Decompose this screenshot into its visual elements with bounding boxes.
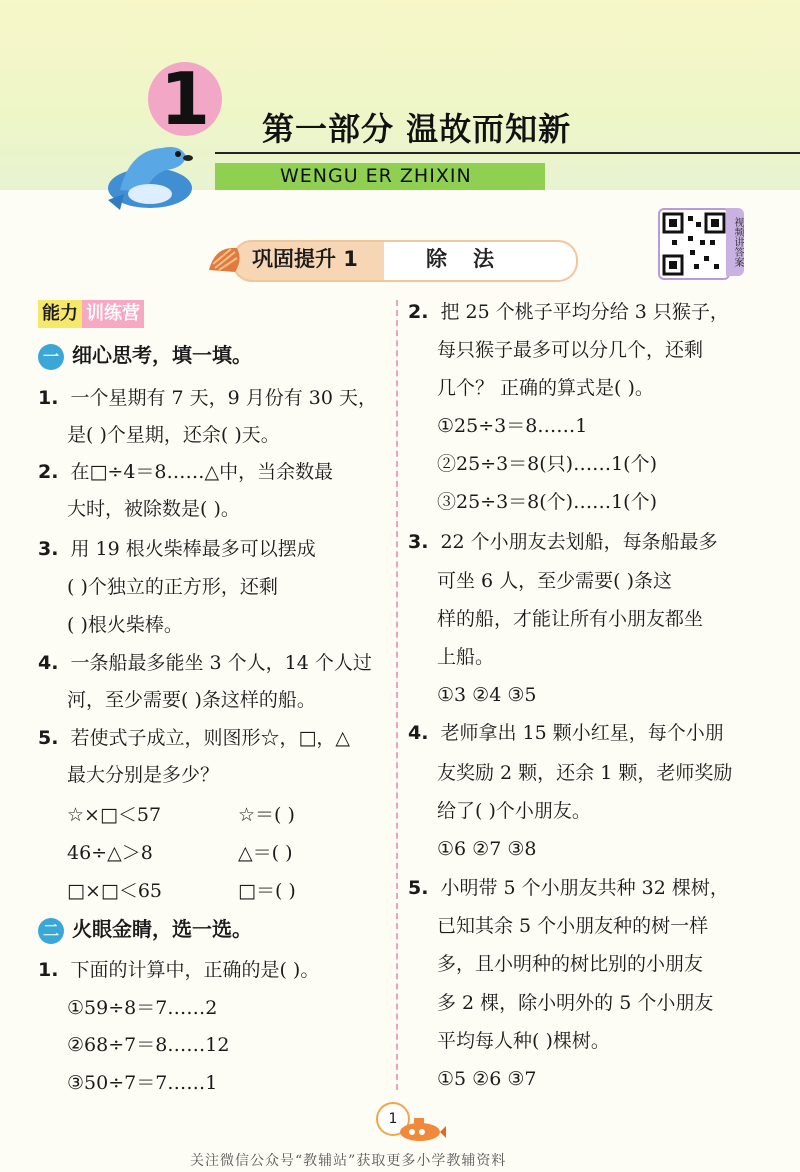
unit-number: 1 xyxy=(160,57,211,141)
column-divider xyxy=(396,300,398,1090)
question-line: 几个？ 正确的算式是( )。 xyxy=(437,377,654,399)
question-line: 3. 22 个小朋友去划船，每条船最多 xyxy=(408,531,718,553)
qr-label: 视频讲答案 xyxy=(726,208,744,276)
question-line: 5. 若使式子成立，则图形☆，□，△ xyxy=(38,727,351,749)
option-line: ①6 ②7 ③8 xyxy=(437,838,537,860)
question-line: 友奖励 2 颗，还余 1 颗，老师奖励 xyxy=(437,762,733,784)
question-line: 大时，被除数是( )。 xyxy=(67,498,240,520)
ability-badge xyxy=(38,300,144,328)
qr-code-icon[interactable] xyxy=(658,208,730,280)
question-line: 5. 小明带 5 个小朋友共种 32 棵树， xyxy=(408,877,729,899)
question-line: 是( )个星期，还余( )天。 xyxy=(67,424,280,446)
option-line: ①5 ②6 ③7 xyxy=(437,1068,537,1090)
option-line: ③50÷7＝7……1 xyxy=(67,1072,218,1094)
section-title: 细心思考，填一填。 xyxy=(72,343,252,367)
question-line: 上船。 xyxy=(437,646,495,668)
question-line: 4. 一条船最多能坐 3 个人，14 个人过 xyxy=(38,652,372,674)
section-heading xyxy=(38,914,252,944)
question-line: 平均每人种( )棵树。 xyxy=(437,1030,610,1052)
question-line: 样的船，才能让所有小朋友都坐 xyxy=(437,608,704,630)
shell-icon xyxy=(205,240,245,280)
question-line: 每只猴子最多可以分几个，还剩 xyxy=(437,339,704,361)
question-line: 多，且小明种的树比别的小朋友 xyxy=(437,953,704,975)
option-line: ③25÷3＝8(个)……1(个) xyxy=(437,491,658,513)
formula-left: 46÷△＞8 xyxy=(67,842,153,864)
section-number-icon: 二 xyxy=(38,918,64,944)
question-line: 已知其余 5 个小朋友种的树一样 xyxy=(437,915,709,937)
page-number: 1 xyxy=(376,1102,410,1136)
section-number-icon: 一 xyxy=(38,344,64,370)
pinyin-title: WENGU ER ZHIXIN xyxy=(280,165,472,187)
option-line: ①3 ②4 ③5 xyxy=(437,684,537,706)
question-line: 2. 把 25 个桃子平均分给 3 只猴子， xyxy=(408,301,729,323)
question-line: 河，至少需要( )条这样的船。 xyxy=(67,689,316,711)
section-title: 火眼金睛，选一选。 xyxy=(72,917,252,941)
part-title: 第一部分 温故而知新 xyxy=(262,110,572,148)
option-line: ①25÷3＝8……1 xyxy=(437,415,588,437)
question-line: ( )根火柴棒。 xyxy=(67,614,183,636)
option-line: ②25÷3＝8(只)……1(个) xyxy=(437,453,658,475)
option-line: ②68÷7＝8……12 xyxy=(67,1034,230,1056)
seal-mascot-icon xyxy=(100,120,210,220)
lesson-title: 除法 xyxy=(426,247,520,271)
formula-left: ☆×□＜57 xyxy=(67,804,162,826)
question-line: 1. 下面的计算中，正确的是( )。 xyxy=(38,959,320,981)
footer-watermark: 关注微信公众号“教辅站”获取更多小学教辅资料 xyxy=(190,1153,507,1169)
question-line: 2. 在□÷4＝8……△中，当余数最 xyxy=(38,461,334,483)
title-rule xyxy=(215,152,800,154)
badge-part-a: 能力 xyxy=(38,300,82,328)
question-line: 3. 用 19 根火柴棒最多可以摆成 xyxy=(38,538,316,560)
lesson-tag: 巩固提升 1 xyxy=(252,247,358,271)
question-line: 1. 一个星期有 7 天，9 月份有 30 天， xyxy=(38,387,378,409)
question-line: 给了( )个小朋友。 xyxy=(437,800,591,822)
formula-answer: △＝( ) xyxy=(238,842,293,864)
question-line: ( )个独立的正方形，还剩 xyxy=(67,576,278,598)
question-line: 最大分别是多少？ xyxy=(67,764,220,786)
question-line: 4. 老师拿出 15 颗小红星，每个小朋 xyxy=(408,722,724,744)
formula-answer: ☆＝( ) xyxy=(238,804,295,826)
submarine-icon xyxy=(398,1110,448,1144)
section-heading xyxy=(38,340,252,370)
option-line: ①59÷8＝7……2 xyxy=(67,997,218,1019)
question-line: 可坐 6 人，至少需要( )条这 xyxy=(437,570,673,592)
badge-part-b: 训练营 xyxy=(82,300,144,328)
formula-left: □×□＜65 xyxy=(67,880,163,902)
formula-answer: □＝( ) xyxy=(238,880,296,902)
question-line: 多 2 棵，除小明外的 5 个小朋友 xyxy=(437,992,714,1014)
